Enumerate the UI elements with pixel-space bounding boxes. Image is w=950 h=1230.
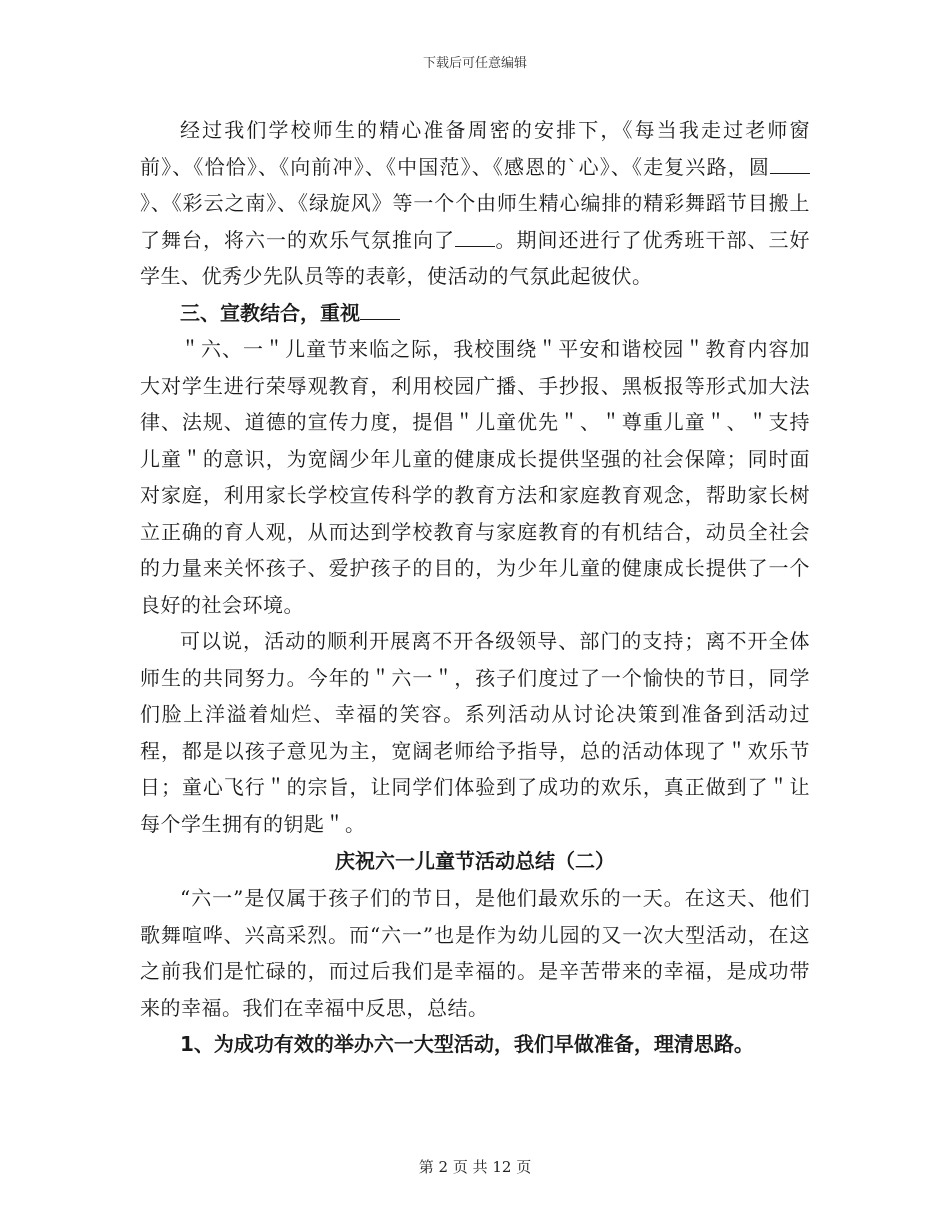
heading-text: 三、宣教结合，重视 bbox=[180, 300, 360, 325]
paragraph-text: 经过我们学校师生的精心准备周密的安排下，《每当我走过老师窗前》、《恰恰》、《向前冲》、《中国范》、《感恩的`心》、《走复兴路，圆 bbox=[140, 118, 810, 179]
paragraph-education: ＂六、一＂儿童节来临之际，我校围绕＂平安和谐校园＂教育内容加大对学生进行荣辱观教育，利用校园广播、手抄报、黑板报等形式加大法律、法规、道德的宣传力度，提倡＂儿童优先＂、＂尊重儿童＂、＂支持儿童＂的意识，为宽阔少年儿童的健康成长提供坚强的社会保障；同时面对家庭，利用家长学校宣传科学的教育方法和家庭教育观念，帮助家长树立正确的育人观，从而达到学校教育与家庭教育的有机结合，动员全社会的力量来关怀孩子、爱护孩子的目的，为少年儿童的健康成长提供了一个良好的社会环境。 bbox=[140, 337, 810, 617]
section-title-2: 庆祝六一儿童节活动总结（二） bbox=[335, 849, 615, 873]
paragraph-intro: “六一”是仅属于孩子们的节日，是他们最欢乐的一天。在这天、他们歌舞喧哗、兴高采烈。而“六一”也是作为幼儿园的又一次大型活动，在这之前我们是忙碌的，而过后我们是幸福的。是辛苦带来的幸福，是成功带来的幸福。我们在幸福中反思，总结。 bbox=[140, 886, 810, 1020]
paragraph-conclusion: 可以说，活动的顺利开展离不开各级领导、部门的支持；离不开全体师生的共同努力。今年的＂六一＂，孩子们度过了一个愉快的节日，同学们脸上洋溢着灿烂、幸福的笑容。系列活动从讨论决策到准备到活动过程，都是以孩子意见为主，宽阔老师给予指导，总的活动体现了＂欢乐节日；童心飞行＂的宗旨，让同学们体验到了成功的欢乐，真正做到了＂让每个学生拥有的钥匙＂。 bbox=[140, 629, 810, 836]
paragraph-performances bbox=[140, 112, 810, 295]
fill-blank bbox=[455, 246, 495, 247]
subheading-1: 1、为成功有效的举办六一大型活动，我们早做准备，理清思路。 bbox=[180, 1032, 754, 1056]
fill-blank bbox=[360, 319, 400, 320]
document-body bbox=[140, 112, 810, 1063]
paragraph-text: 》、《彩云之南》、《绿旋风》等一个个由师生精心编排的精彩舞蹈节目搬上了舞台，将六一的欢乐气氛推向了 bbox=[140, 191, 810, 252]
page-footer: 第 2 页 共 12 页 bbox=[418, 1158, 532, 1176]
paragraph-text: 。期间还进行了优秀班干部、三好学生、优秀少先队员等的表彰，使活动的气氛此起彼伏。 bbox=[140, 227, 810, 288]
page-header: 下载后可任意编辑 bbox=[422, 56, 527, 71]
section-heading-3 bbox=[140, 295, 810, 332]
fill-blank bbox=[770, 173, 810, 174]
